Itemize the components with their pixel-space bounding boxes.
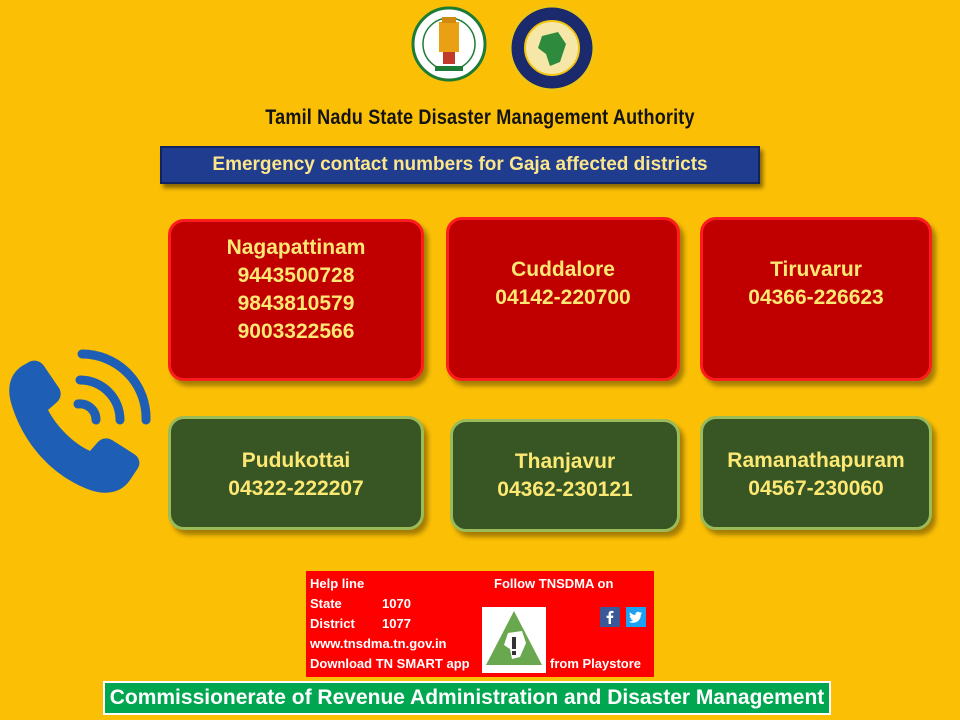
district-name: Cuddalore [511, 258, 615, 281]
district-number[interactable]: 9843810579 [237, 292, 355, 315]
facebook-icon[interactable] [600, 607, 620, 627]
tn-smart-app-icon[interactable] [482, 607, 546, 673]
district-number[interactable]: 04366-226623 [748, 286, 884, 309]
district-name: Thanjavur [514, 450, 616, 473]
tamil-nadu-emblem-logo [405, 6, 493, 86]
state-label: State [310, 596, 342, 611]
download-text: Download TN SMART app [310, 656, 470, 671]
district-number-helpline[interactable]: 1077 [382, 616, 411, 631]
district-card-cuddalore [446, 217, 680, 381]
district-name: Pudukottai [241, 449, 351, 472]
district-number[interactable]: 04142-220700 [495, 286, 631, 309]
emergency-banner: Emergency contact numbers for Gaja affected districts [160, 146, 760, 184]
helpline-heading: Help line [310, 576, 365, 591]
district-name: Ramanathapuram [727, 449, 905, 472]
district-card-pudukottai [168, 416, 424, 530]
from-playstore-text: from Playstore [550, 656, 642, 671]
district-number[interactable]: 9003322566 [237, 320, 355, 343]
district-number[interactable]: 9443500728 [237, 264, 355, 287]
twitter-icon[interactable] [626, 607, 646, 627]
district-label: District [310, 616, 355, 631]
footer-bar: Commissionerate of Revenue Administration and Disaster Management [103, 681, 831, 715]
district-card-tiruvarur [700, 217, 932, 381]
org-title: Tamil Nadu State Disaster Management Authority [265, 106, 695, 129]
district-number[interactable]: 04362-230121 [497, 478, 633, 501]
district-name: Tiruvarur [770, 258, 862, 281]
district-card-ramanathapuram [700, 416, 932, 530]
district-number[interactable]: 04567-230060 [748, 477, 884, 500]
district-number[interactable]: 04322-222207 [228, 477, 364, 500]
district-card-nagapattinam [168, 219, 424, 381]
state-number[interactable]: 1070 [382, 596, 411, 611]
helpline-box [306, 571, 654, 677]
district-name: Nagapattinam [226, 236, 366, 259]
follow-text: Follow TNSDMA on [494, 576, 614, 591]
sdma-seal-logo [508, 4, 596, 92]
phone-call-icon [0, 340, 160, 500]
district-card-thanjavur [450, 419, 680, 532]
website-link[interactable]: www.tnsdma.tn.gov.in [310, 636, 447, 651]
